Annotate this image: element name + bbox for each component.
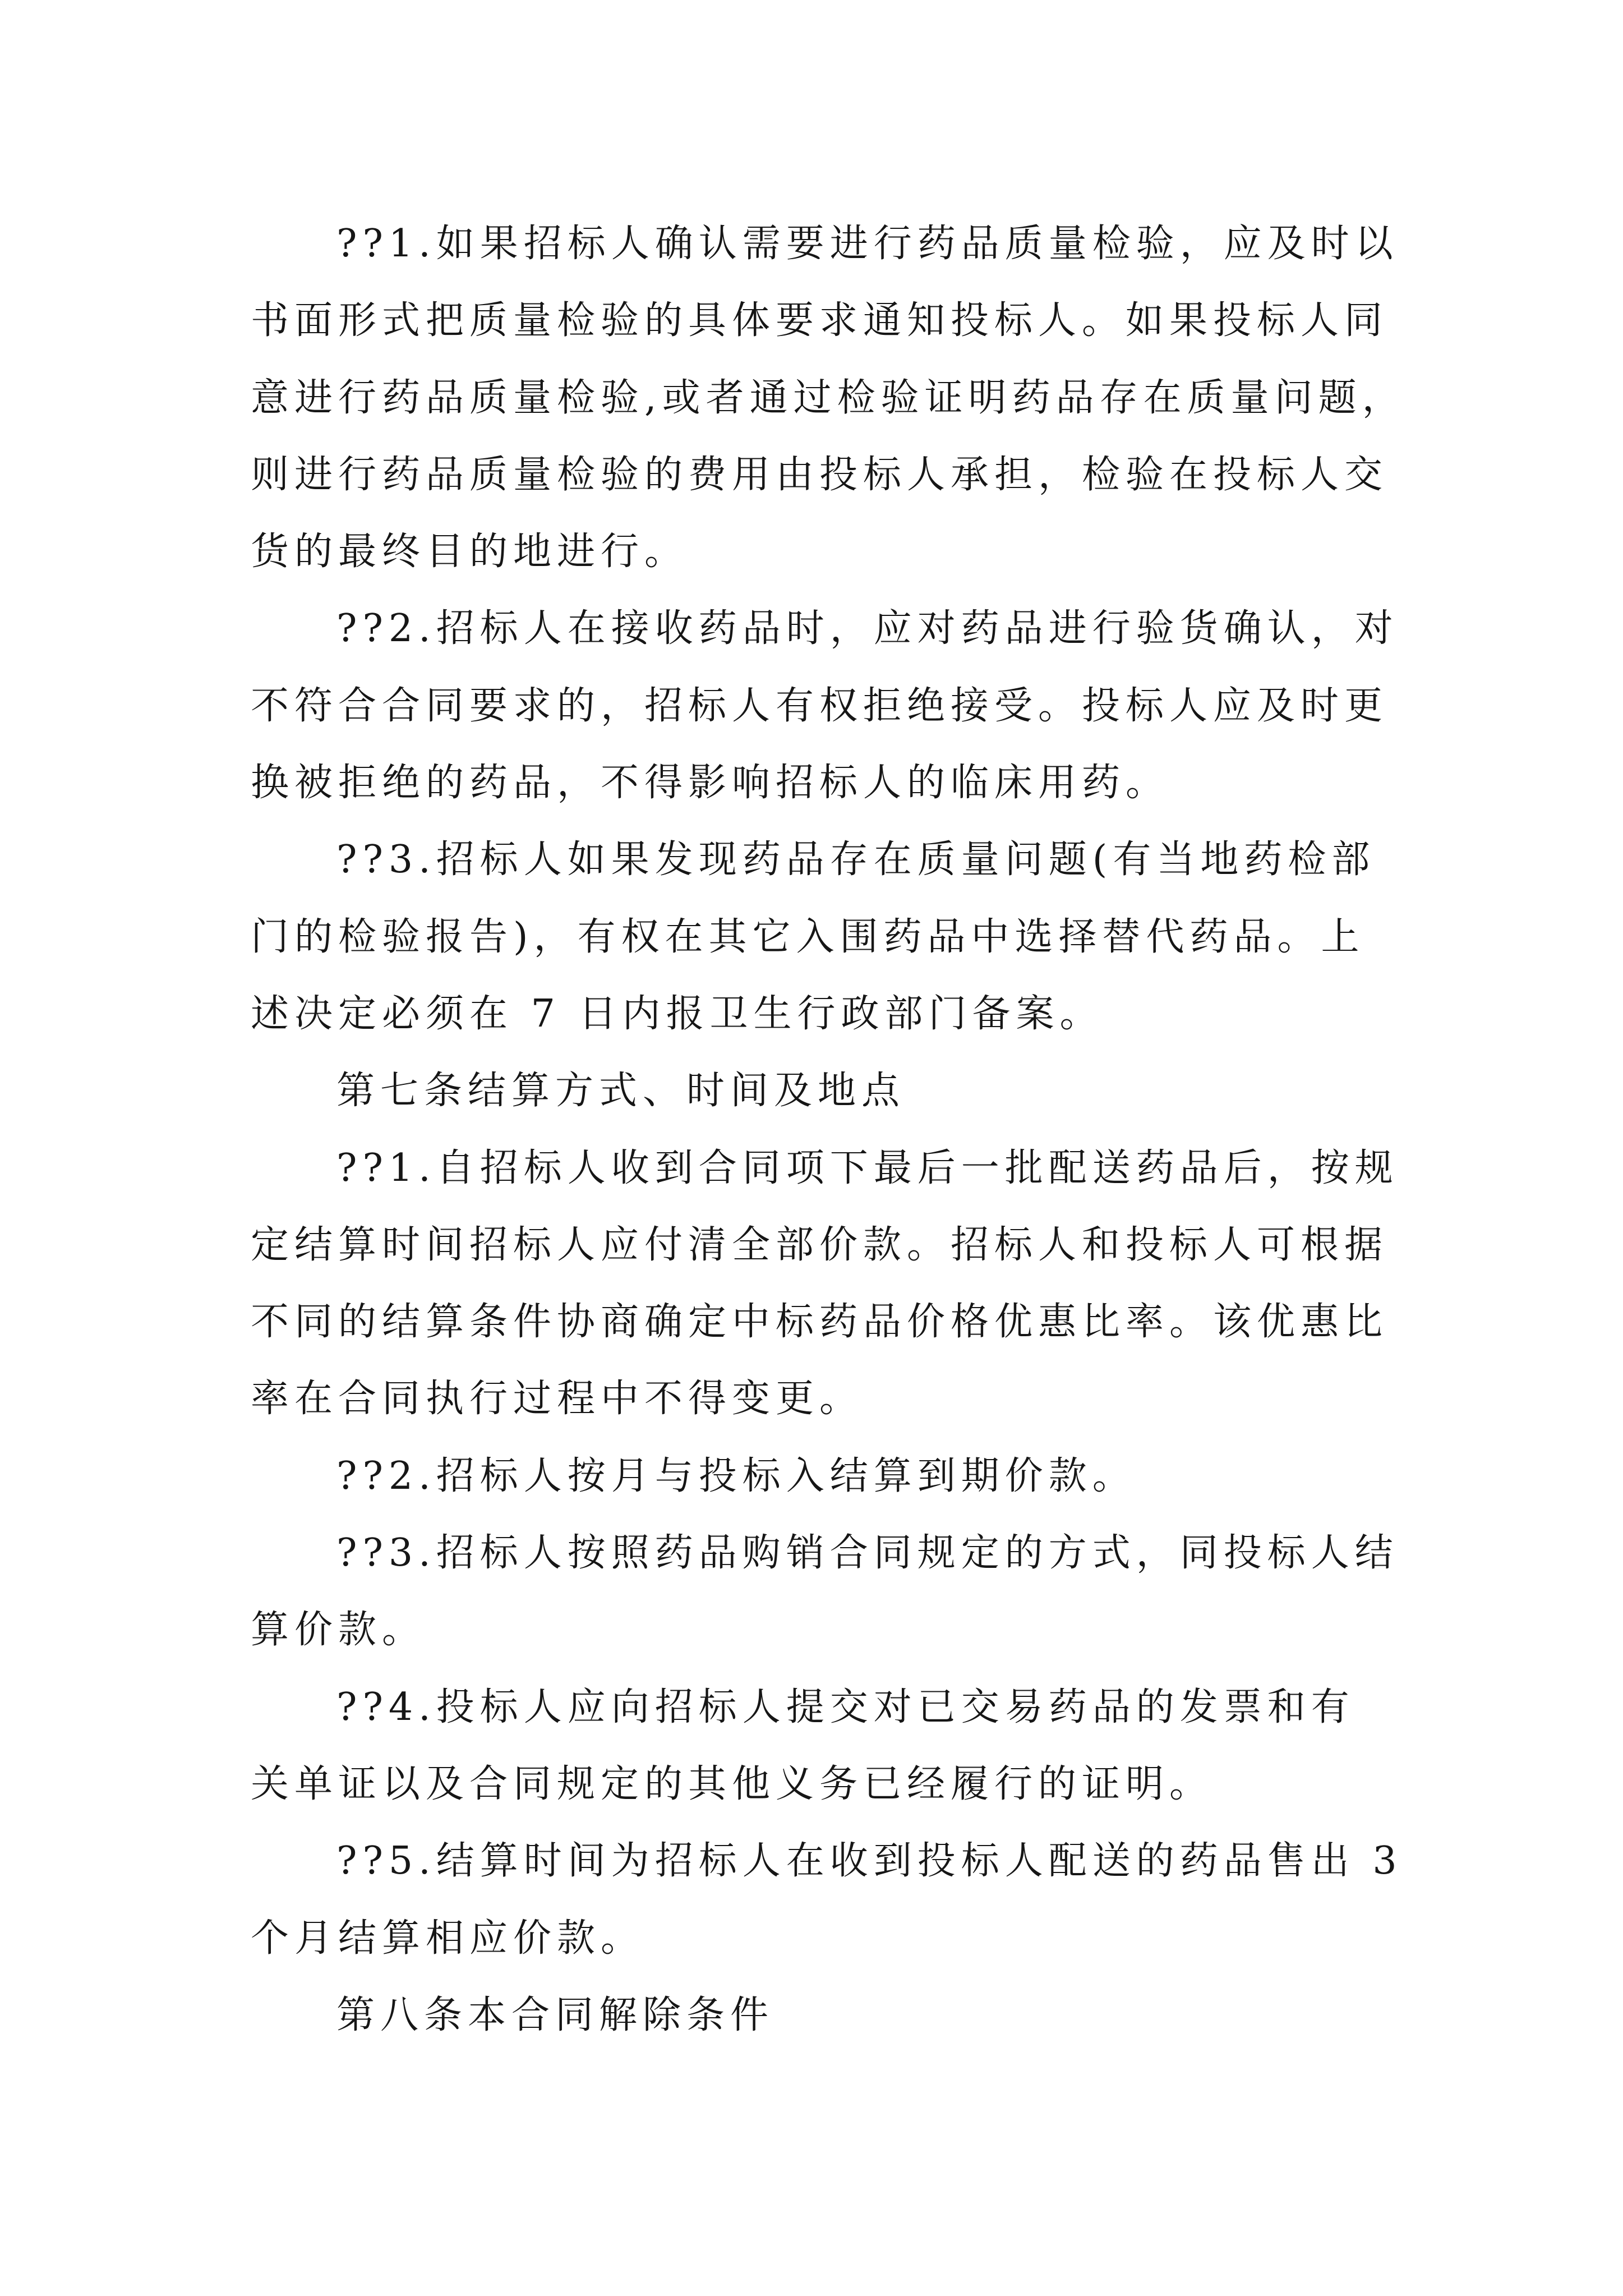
article-heading [251,1977,1541,2054]
paragraph-line: 述决定必须在 7 日内报卫生行政部门备案。 [251,991,1104,1036]
paragraph-line: 率在合同执行过程中不得变更。 [251,1377,864,1421]
paragraph-line: ??2.招标人按月与投标入结算到期价款。 [336,1453,1136,1498]
clause-paragraph [251,821,1541,1052]
article-heading-text: 第八条本合同解除条件 [336,1993,774,2037]
paragraph-line: 不同的结算条件协商确定中标药品价格优惠比率。该优惠比 [251,1300,1389,1345]
paragraph-line: ??5.结算时间为招标人在收到投标人配送的药品售出 3 [336,1839,1403,1884]
paragraph-line: ??4.投标人应向招标人提交对已交易药品的发票和有 [336,1685,1355,1729]
paragraph-line: 定结算时间招标人应付清全部价款。招标人和投标人可根据 [251,1222,1389,1267]
paragraph-line: 关单证以及合同规定的其他义务已经履行的证明。 [251,1761,1214,1806]
article-heading [251,1052,1541,1129]
paragraph-line: 个月结算相应价款。 [251,1916,645,1961]
paragraph-line: 则进行药品质量检验的费用由投标人承担，检验在投标人交 [251,452,1389,497]
paragraph-line: 意进行药品质量检验,或者通过检验证明药品存在质量问题， [251,375,1406,420]
document-body [251,205,1541,2054]
clause-paragraph [251,1438,1541,1515]
paragraph-line: ??3.招标人按照药品购销合同规定的方式，同投标人结 [336,1531,1399,1576]
paragraph-line: ??1.自招标人收到合同项下最后一批配送药品后，按规 [336,1145,1399,1190]
paragraph-line: 书面形式把质量检验的具体要求通知投标人。如果投标人同 [251,298,1389,343]
clause-paragraph [251,1823,1541,1977]
paragraph-line: 不符合合同要求的，招标人有权拒绝接受。投标人应及时更 [251,683,1389,728]
clause-paragraph [251,1669,1541,1823]
paragraph-line: 门的检验报告)，有权在其它入围药品中选择替代药品。上 [251,914,1365,959]
article-heading-text: 第七条结算方式、时间及地点 [336,1069,906,1114]
clause-paragraph [251,205,1541,590]
paragraph-line: 算价款。 [251,1608,426,1653]
paragraph-line: 货的最终目的地进行。 [251,530,689,574]
paragraph-line: ??2.招标人在接收药品时，应对药品进行验货确认，对 [336,606,1399,651]
clause-paragraph [251,1515,1541,1669]
paragraph-line: 换被拒绝的药品，不得影响招标人的临床用药。 [251,761,1170,806]
paragraph-line: ??1.如果招标人确认需要进行药品质量检验，应及时以 [336,222,1399,266]
paragraph-line: ??3.招标人如果发现药品存在质量问题(有当地药检部 [336,838,1376,882]
clause-paragraph [251,1130,1541,1438]
clause-paragraph [251,590,1541,821]
